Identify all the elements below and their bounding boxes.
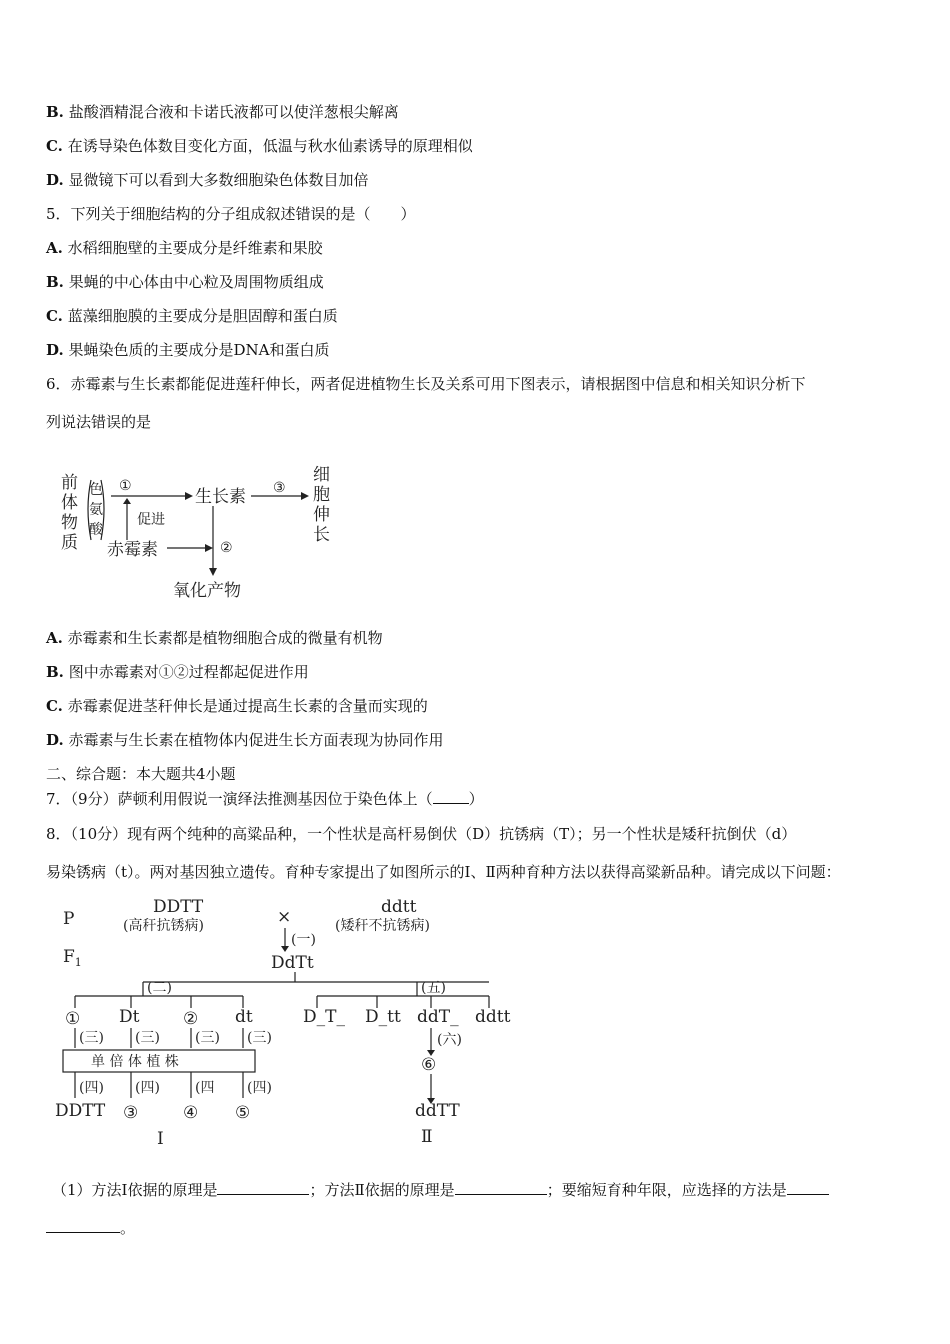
step4-label: (四	[195, 1080, 215, 1096]
q6-stem-line1: 6．赤霉素与生长素都能促进莲秆伸长，两者促进植物生长及关系可用下图表示，请根据图中信息和相关知识分析下	[46, 375, 806, 393]
step4-label: (四)	[135, 1080, 160, 1096]
result-4: ⑤	[235, 1103, 251, 1123]
step3-label: (三)	[195, 1030, 220, 1046]
gamete-4: dt	[235, 1007, 253, 1027]
q8-stem-line2: 易染锈病（t）。两对基因独立遗传。育种专家提出了如图所示的Ⅰ、Ⅱ两种育种方法以获得高粱新品种。请完成以下问题：	[46, 863, 841, 881]
q4-option-d: D. 显微镜下可以看到大多数细胞染色体数目加倍	[46, 171, 369, 189]
q8-sub1-blank2[interactable]	[455, 1180, 547, 1195]
arrowhead-icon	[281, 946, 289, 952]
precursor-char: 质	[61, 533, 78, 553]
precursor-char: 体	[61, 493, 78, 513]
elongation-char: 胞	[313, 485, 330, 505]
breeding-diagram	[55, 890, 525, 1152]
step5-label: (五)	[421, 980, 446, 996]
method1-label: Ⅰ	[157, 1129, 164, 1149]
f1-genotype: DdTt	[271, 953, 314, 973]
q6-stem-line2: 列说法错误的是	[46, 413, 152, 431]
gibberellin-label: 赤霉素	[107, 540, 158, 560]
oxidation-label: 氧化产物	[173, 581, 241, 601]
step4-label: (四)	[247, 1080, 272, 1096]
parent1-genotype: DDTT	[153, 897, 204, 917]
precursor-char: 前	[61, 473, 78, 493]
q6-option-b: B. 图中赤霉素对①②过程都起促进作用	[46, 663, 309, 681]
q8-sub1-blank3[interactable]	[787, 1180, 829, 1195]
step3-label: ③	[273, 480, 286, 496]
q8-sub1-blank1[interactable]	[217, 1180, 309, 1195]
step1-label: ①	[119, 478, 132, 494]
q7-line: 7．（9分）萨顿利用假说一演绎法推测基因位于染色体上（ ）	[46, 790, 484, 808]
q4-option-b: B. 盐酸酒精混合液和卡诺氏液都可以使洋葱根尖解离	[46, 103, 399, 121]
precursor-char: 物	[61, 513, 78, 533]
result-2: ③	[123, 1103, 139, 1123]
step2-label: (二)	[147, 980, 172, 996]
q5-option-c: C. 蓝藻细胞膜的主要成分是胆固醇和蛋白质	[46, 307, 338, 325]
auxin-label: 生长素	[195, 487, 246, 507]
f2-genotype-3: ddT_	[417, 1007, 459, 1027]
arrowhead-icon	[123, 498, 131, 504]
f2-genotype-2: D_tt	[365, 1007, 401, 1027]
q5-option-b: B. 果蝇的中心体由中心粒及周围物质组成	[46, 273, 324, 291]
f2-genotype-1: D_T_	[303, 1007, 345, 1027]
elongation-char: 长	[313, 525, 330, 545]
q6-option-a: A. 赤霉素和生长素都是植物细胞合成的微量有机物	[46, 629, 383, 647]
f1-label: $F_1$	[63, 947, 82, 969]
q8-sub1-blank3-cont[interactable]	[46, 1218, 120, 1233]
result-ddTT: ddTT	[415, 1101, 460, 1121]
arrowhead-icon	[301, 492, 309, 500]
gamete-1: ①	[65, 1009, 81, 1029]
circle6-label: ⑥	[421, 1055, 437, 1075]
step6-label: (六)	[437, 1032, 462, 1048]
parent2-genotype: ddtt	[381, 897, 417, 917]
q5-option-d: D. 果蝇染色质的主要成分是DNA和蛋白质	[46, 341, 330, 359]
q6-option-c: C. 赤霉素促进茎秆伸长是通过提高生长素的含量而实现的	[46, 697, 428, 715]
haploid-label: 单 倍 体 植 株	[91, 1054, 179, 1070]
q5-option-a: A. 水稻细胞壁的主要成分是纤维素和果胶	[46, 239, 323, 257]
q7-answer-blank[interactable]	[433, 789, 469, 804]
step2-label: ②	[220, 540, 233, 556]
promote-label: 促进	[137, 512, 165, 528]
step1-label: (一)	[291, 932, 316, 948]
amino-char: 色	[89, 482, 103, 498]
gamete-2: Dt	[119, 1007, 140, 1027]
q6-option-d: D. 赤霉素与生长素在植物体内促进生长方面表现为协同作用	[46, 731, 444, 749]
arrowhead-icon	[205, 544, 213, 552]
amino-char: 酸	[89, 522, 103, 538]
arrowhead-icon	[209, 568, 217, 576]
cross-symbol: ×	[277, 907, 292, 927]
gamete-3: ②	[183, 1009, 199, 1029]
q8-sub1: （1）方法Ⅰ依据的原理是 ；方法Ⅱ依据的原理是 ；要缩短育种年限，应选择的方法是	[52, 1180, 829, 1200]
q4-option-c: C. 在诱导染色体数目变化方面，低温与秋水仙素诱导的原理相似	[46, 137, 473, 155]
elongation-char: 伸	[313, 505, 330, 525]
method2-label: Ⅱ	[421, 1127, 433, 1147]
arrowhead-icon	[185, 492, 193, 500]
step3-label: (三)	[135, 1030, 160, 1046]
step3-label: (三)	[79, 1030, 104, 1046]
elongation-char: 细	[313, 465, 330, 485]
q8-stem-line1: 8．（10分）现有两个纯种的高粱品种，一个性状是高杆易倒伏（D）抗锈病（T）；另一个性状是矮秆抗倒伏（d）	[46, 825, 797, 843]
result-3: ④	[183, 1103, 199, 1123]
hormone-diagram	[55, 462, 355, 604]
q5-stem: 5．下列关于细胞结构的分子组成叙述错误的是（ ）	[46, 205, 416, 223]
step3-label: (三)	[247, 1030, 272, 1046]
parent1-desc: (高秆抗锈病)	[123, 918, 204, 934]
result-1: DDTT	[55, 1101, 106, 1121]
amino-char: 氨	[89, 502, 103, 518]
f2-genotype-4: ddtt	[475, 1007, 511, 1027]
step4-label: (四)	[79, 1080, 104, 1096]
p-label: P	[63, 909, 75, 929]
q8-sub1-cont: 。	[46, 1218, 135, 1238]
parent2-desc: (矮秆不抗锈病)	[335, 918, 430, 934]
section2-heading: 二、综合题：本大题共4小题	[46, 765, 236, 783]
